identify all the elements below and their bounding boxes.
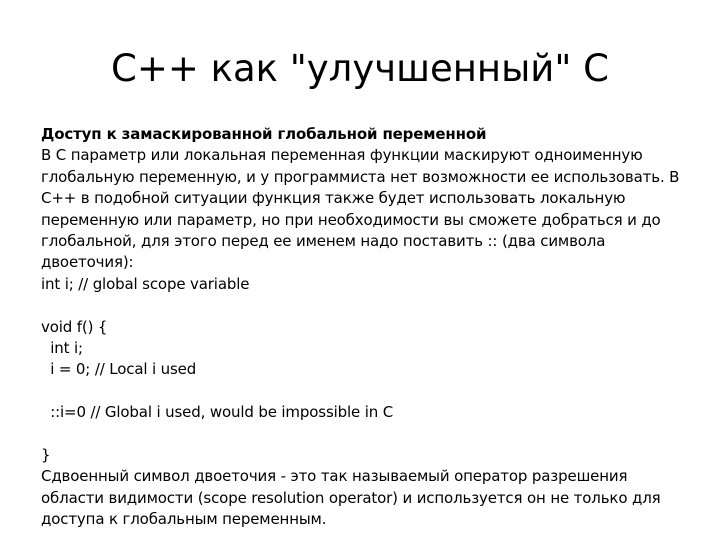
- code-line: int i; // global scope variable: [41, 274, 250, 293]
- section-heading: Доступ к замаскированной глобальной переменной: [41, 125, 487, 143]
- paragraph-line: глобальную переменную, и у программиста нет возможности ее использовать. В: [41, 167, 680, 186]
- blank-line: [41, 295, 681, 316]
- paragraph-line: двоеточия):: [41, 253, 134, 272]
- code-line: ::i=0 // Global i used, would be impossible in C: [41, 403, 394, 422]
- slide-body: [41, 124, 681, 531]
- paragraph-line: доступа к глобальным переменным.: [41, 510, 327, 529]
- paragraph-line: области видимости (scope resolution operator) и используется он не только для: [41, 488, 661, 507]
- code-line: }: [41, 446, 51, 465]
- paragraph-line: С++ в подобной ситуации функция также будет использовать локальную: [41, 189, 626, 208]
- paragraph-line: В С параметр или локальная переменная функции маскируют одноименную: [41, 146, 643, 165]
- blank-line: [41, 381, 681, 402]
- paragraph-line: переменную или параметр, но при необходимости вы сможете добраться и до: [41, 210, 661, 229]
- blank-line: [41, 424, 681, 445]
- paragraph-line: глобальной, для этого перед ее именем надо поставить :: (два символа: [41, 232, 606, 251]
- code-line: i = 0; // Local i used: [41, 360, 197, 379]
- code-line: int i;: [41, 339, 83, 358]
- paragraph-line: Сдвоенный символ двоеточия - это так называемый оператор разрешения: [41, 467, 628, 486]
- code-line: void f() {: [41, 317, 108, 336]
- slide-title: C++ как "улучшенный" С: [111, 47, 609, 90]
